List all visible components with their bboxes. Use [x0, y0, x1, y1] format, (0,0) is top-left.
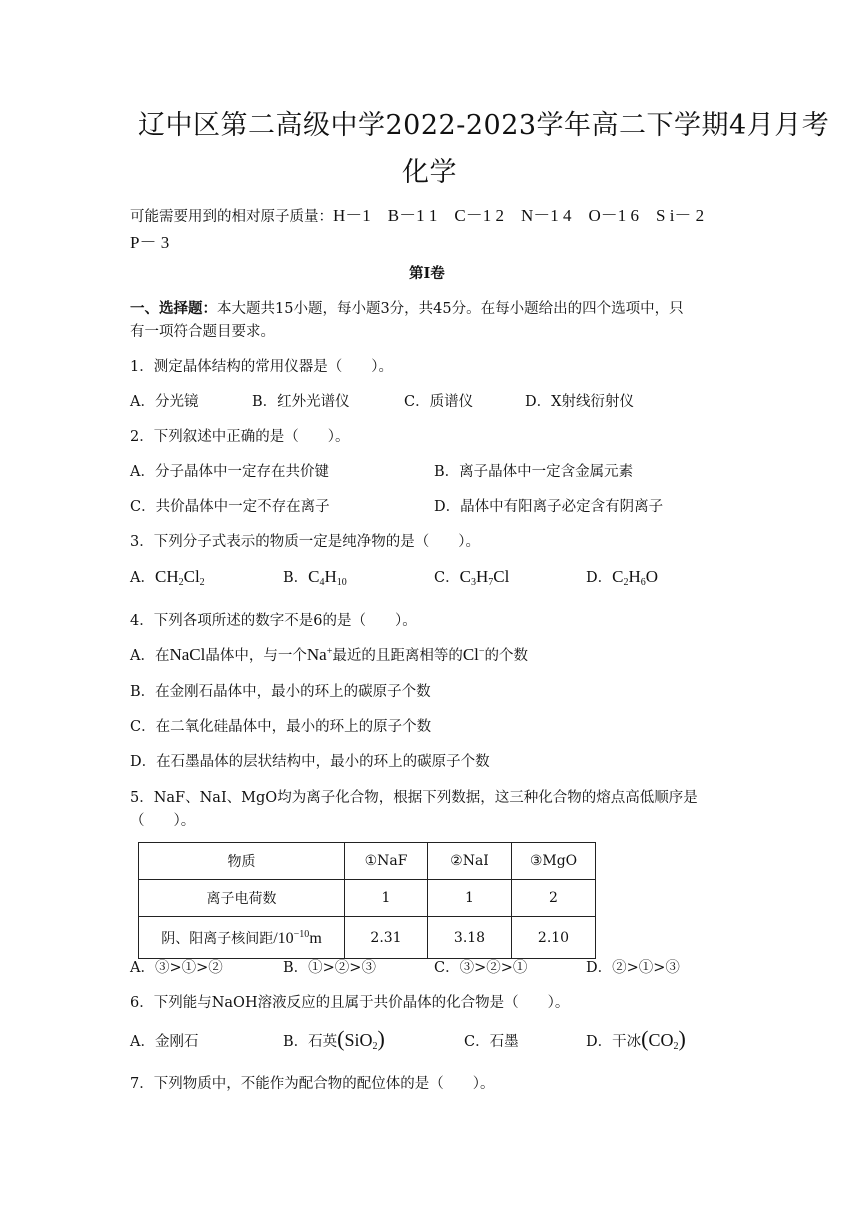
subject-title: 化学	[402, 157, 457, 188]
section-intro-line-2: 有一项符合题目要求。	[130, 324, 275, 340]
q3-option-b-label: B．	[283, 570, 309, 586]
q3-option-b	[283, 566, 347, 587]
table-header-row	[139, 843, 596, 880]
atomic-mass-line-2: P－ 3	[130, 233, 170, 252]
q2-option-b: B．离子晶体中一定含金属元素	[434, 464, 634, 480]
table-cell: 离子电荷数	[139, 880, 345, 917]
q6-option-b-label: B．石英	[283, 1034, 338, 1050]
q4-a-text-3: 最近的且距离相等的	[332, 648, 463, 664]
question-6-stem: 6．下列能与NaOH溶液反应的且属于共价晶体的化合物是（ ）。	[130, 995, 570, 1011]
q1-option-d: D．X射线衍射仪	[525, 394, 634, 410]
table-row	[139, 880, 596, 917]
q3-formula-c: $C_3H_7Cl$	[459, 567, 510, 588]
table-cell: 2.10	[512, 917, 596, 959]
table-cell: 2.31	[345, 917, 428, 959]
q6-formula-b: (SiO$_2$)	[337, 1026, 385, 1052]
q3-option-c	[434, 566, 509, 587]
q3-formula-a: $CH_2Cl_2$	[154, 567, 205, 588]
q4-option-d: D．在石墨晶体的层状结构中，最小的环上的碳原子个数	[130, 754, 490, 770]
question-1-stem: 1．测定晶体结构的常用仪器是（ ）。	[130, 359, 393, 375]
q3-formula-b: $C_4H_{10}$	[308, 567, 347, 588]
q4-a-cl-ion: Cl−	[462, 645, 485, 664]
q1-option-c: C．质谱仪	[404, 394, 474, 410]
q3-option-c-label: C．	[434, 570, 460, 586]
q4-option-c: C．在二氧化硅晶体中，最小的环上的原子个数	[130, 719, 432, 735]
atomic-mass-label: 可能需要用到的相对原子质量：	[130, 209, 333, 225]
question-4-stem: 4．下列各项所述的数字不是6的是（ ）。	[130, 613, 417, 629]
section-intro-label: 一、选择题：	[130, 300, 217, 317]
ion-data-table	[138, 842, 596, 959]
section-title: 第Ⅰ卷	[409, 265, 445, 282]
q4-a-na-ion: Na+	[306, 645, 333, 664]
section-intro	[130, 297, 684, 318]
q3-option-d	[586, 566, 658, 587]
table-cell	[139, 917, 345, 959]
table-row	[139, 917, 596, 959]
q2-option-a: A．分子晶体中一定存在共价键	[130, 464, 329, 480]
q1-option-b: B．红外光谱仪	[252, 394, 350, 410]
table-header-cell: ③MgO	[512, 843, 596, 880]
q5-option-d: D．②>①>③	[586, 960, 680, 976]
table-header-cell: ①NaF	[345, 843, 428, 880]
exam-title: 辽中区第二高级中学2022-2023学年高二下学期4月月考	[138, 110, 830, 141]
q4-a-text-2: 晶体中，与一个	[205, 648, 307, 664]
q4-a-text-1: A．在	[130, 648, 170, 664]
table-header-cell: 物质	[139, 843, 345, 880]
section-intro-text: 本大题共15小题，每小题3分，共45分。在每小题给出的四个选项中，只	[217, 301, 684, 317]
q3-option-d-label: D．	[586, 570, 613, 586]
q5-option-b: B．①>②>③	[283, 960, 376, 976]
q4-option-b: B．在金刚石晶体中，最小的环上的碳原子个数	[130, 684, 431, 700]
table-cell: 1	[345, 880, 428, 917]
q6-option-d-label: D．干冰	[586, 1034, 642, 1050]
distance-label: 阴、阳离子核间距	[161, 930, 274, 947]
atomic-mass-values: H－1 B－1 1 C－1 2 N－1 4 O－1 6 S i－ 2	[333, 206, 705, 225]
atomic-mass-line	[130, 201, 704, 226]
q6-formula-d: $(CO_2)$	[641, 1026, 686, 1052]
q5-option-c: C．③>②>①	[434, 960, 528, 976]
question-3-stem: 3．下列分子式表示的物质一定是纯净物的是（ ）。	[130, 534, 480, 550]
q4-a-text-4: 的个数	[484, 648, 529, 664]
q6-option-c: C．石墨	[464, 1034, 519, 1050]
q4-a-nacl: NaCl	[169, 645, 206, 664]
q3-option-a	[130, 566, 205, 587]
question-2-stem: 2．下列叙述中正确的是（ ）。	[130, 429, 350, 445]
question-5-stem-2: （ ）。	[130, 813, 196, 829]
distance-unit: $/10^{-10}m$	[273, 928, 322, 947]
q3-formula-d: $C_2H_6O$	[612, 567, 659, 588]
q2-option-c: C．共价晶体中一定不存在离子	[130, 499, 330, 515]
q6-option-d	[586, 1026, 686, 1052]
question-7-stem: 7．下列物质中，不能作为配合物的配位体的是（ ）。	[130, 1076, 495, 1092]
question-5-stem: 5．NaF、NaI、MgO均为离子化合物，根据下列数据，这三种化合物的熔点高低顺序是	[130, 790, 698, 806]
q4-option-a	[130, 644, 528, 665]
table-cell: 3.18	[428, 917, 512, 959]
table-cell: 1	[428, 880, 512, 917]
q5-option-a: A．③>①>②	[130, 960, 223, 976]
q2-option-d: D．晶体中有阳离子必定含有阴离子	[434, 499, 664, 515]
q3-option-a-label: A．	[130, 570, 155, 586]
q6-option-b	[283, 1026, 385, 1052]
table-cell: 2	[512, 880, 596, 917]
q6-option-a: A．金刚石	[130, 1034, 199, 1050]
table-header-cell: ②NaI	[428, 843, 512, 880]
q1-option-a: A．分光镜	[130, 394, 199, 410]
